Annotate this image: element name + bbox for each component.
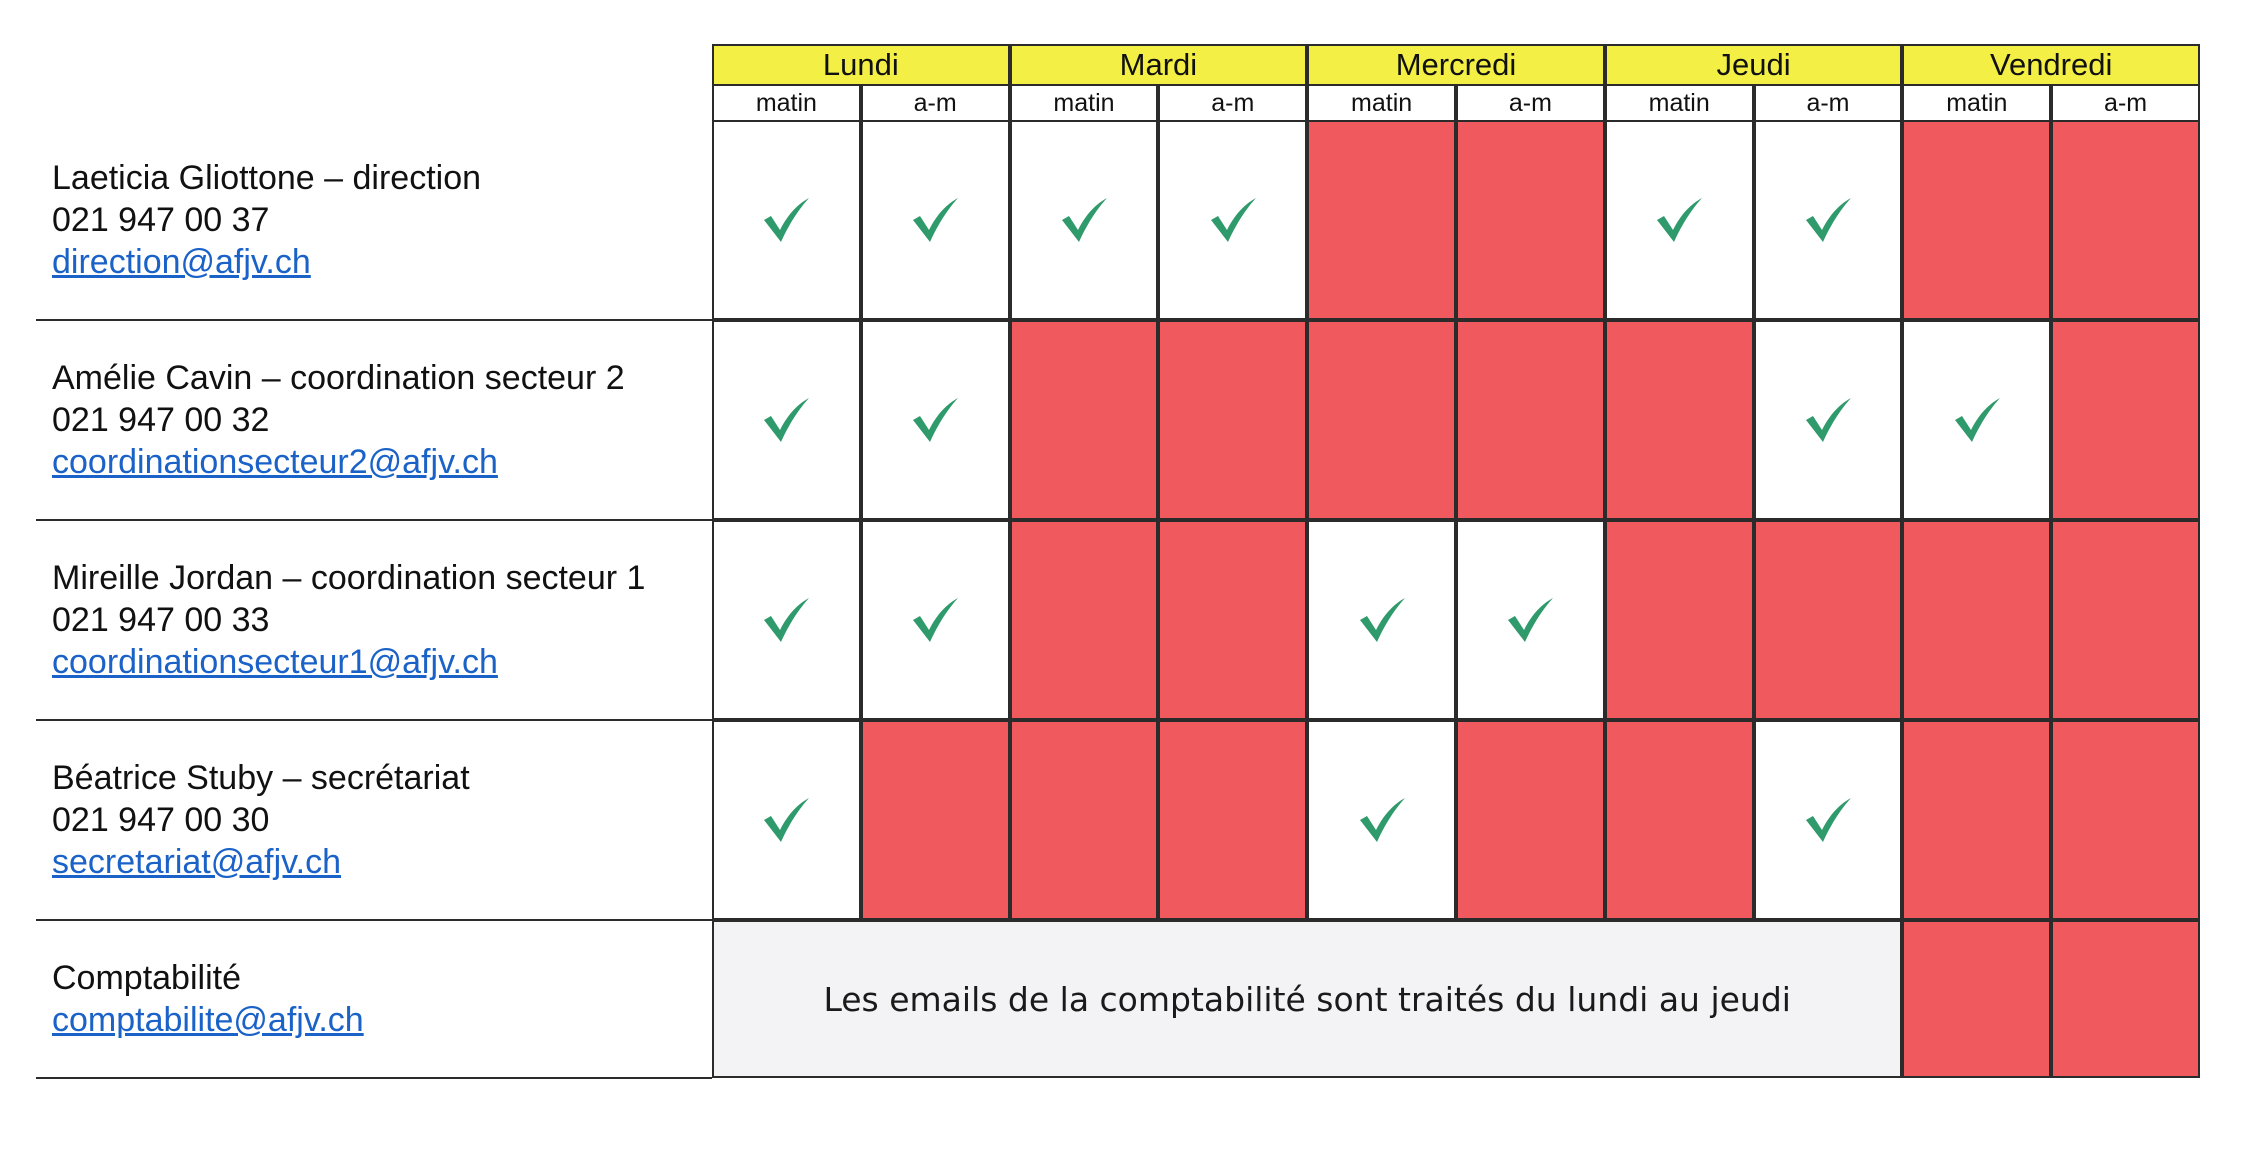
checkmark-icon [760,594,812,646]
unavailable-cell [1902,720,2051,920]
checkmark-icon [909,194,961,246]
person-info [52,520,692,720]
day-header: Jeudi [1605,44,1903,86]
unavailable-cell [1010,320,1159,520]
available-cell [1307,720,1456,920]
checkmark-icon [1802,194,1854,246]
unavailable-cell [2051,720,2200,920]
accounting-email-link[interactable]: comptabilite@afjv.ch [52,1001,364,1039]
accounting-info [52,920,692,1078]
person-name-role: Amélie Cavin – coordination secteur 2 [52,359,625,397]
available-cell [712,320,861,520]
period-header: a-m [1158,84,1307,122]
checkmark-icon [1802,394,1854,446]
day-header: Lundi [712,44,1010,86]
unavailable-cell [1902,120,2051,320]
person-phone: 021 947 00 37 [52,201,270,239]
period-header: matin [1902,84,2051,122]
person-email-link[interactable]: coordinationsecteur1@afjv.ch [52,643,498,681]
available-cell [712,520,861,720]
person-email-link[interactable]: secretariat@afjv.ch [52,843,341,881]
person-email-link[interactable]: direction@afjv.ch [52,243,311,281]
unavailable-cell [1307,120,1456,320]
available-cell [1902,320,2051,520]
unavailable-cell [2051,520,2200,720]
unavailable-cell [1902,520,2051,720]
checkmark-icon [1356,794,1408,846]
unavailable-cell [1605,720,1754,920]
person-name-role: Mireille Jordan – coordination secteur 1 [52,559,646,597]
available-cell [1605,120,1754,320]
available-cell [861,120,1010,320]
checkmark-icon [760,394,812,446]
available-cell [1010,120,1159,320]
period-header: a-m [1754,84,1903,122]
checkmark-icon [1653,194,1705,246]
row-divider [36,1077,712,1079]
available-cell [1754,120,1903,320]
available-cell [1456,520,1605,720]
day-header: Mardi [1010,44,1308,86]
checkmark-icon [909,594,961,646]
available-cell [1754,720,1903,920]
available-cell [1307,520,1456,720]
period-header: a-m [2051,84,2200,122]
unavailable-cell [2051,320,2200,520]
checkmark-icon [1356,594,1408,646]
unavailable-cell [1605,520,1754,720]
available-cell [712,720,861,920]
unavailable-cell [1754,520,1903,720]
person-phone: 021 947 00 33 [52,601,270,639]
unavailable-cell [1158,320,1307,520]
person-info [52,320,692,520]
checkmark-icon [760,794,812,846]
checkmark-icon [1951,394,2003,446]
person-info [52,120,692,320]
unavailable-cell [1158,520,1307,720]
checkmark-icon [1207,194,1259,246]
unavailable-cell [1456,720,1605,920]
checkmark-icon [1058,194,1110,246]
unavailable-cell [1010,520,1159,720]
period-header: matin [1605,84,1754,122]
available-cell [861,320,1010,520]
checkmark-icon [760,194,812,246]
period-header: a-m [861,84,1010,122]
available-cell [861,520,1010,720]
person-phone: 021 947 00 32 [52,401,270,439]
unavailable-cell [1456,320,1605,520]
person-name-role: Béatrice Stuby – secrétariat [52,759,470,797]
unavailable-cell [2051,120,2200,320]
person-name-role: Laeticia Gliottone – direction [52,159,482,197]
person-phone: 021 947 00 30 [52,801,270,839]
available-cell [1754,320,1903,520]
available-cell [712,120,861,320]
checkmark-icon [909,394,961,446]
period-header: a-m [1456,84,1605,122]
day-header: Mercredi [1307,44,1605,86]
unavailable-cell [861,720,1010,920]
unavailable-cell [1456,120,1605,320]
person-info [52,720,692,920]
period-header: matin [1307,84,1456,122]
period-header: matin [712,84,861,122]
unavailable-cell [1158,720,1307,920]
person-email-link[interactable]: coordinationsecteur2@afjv.ch [52,443,498,481]
accounting-name: Comptabilité [52,959,241,997]
accounting-note: Les emails de la comptabilité sont traités du lundi au jeudi [712,920,1902,1078]
day-header: Vendredi [1902,44,2200,86]
unavailable-cell [1902,920,2051,1078]
unavailable-cell [2051,920,2200,1078]
unavailable-cell [1605,320,1754,520]
unavailable-cell [1307,320,1456,520]
checkmark-icon [1504,594,1556,646]
available-cell [1158,120,1307,320]
period-header: matin [1010,84,1159,122]
checkmark-icon [1802,794,1854,846]
unavailable-cell [1010,720,1159,920]
